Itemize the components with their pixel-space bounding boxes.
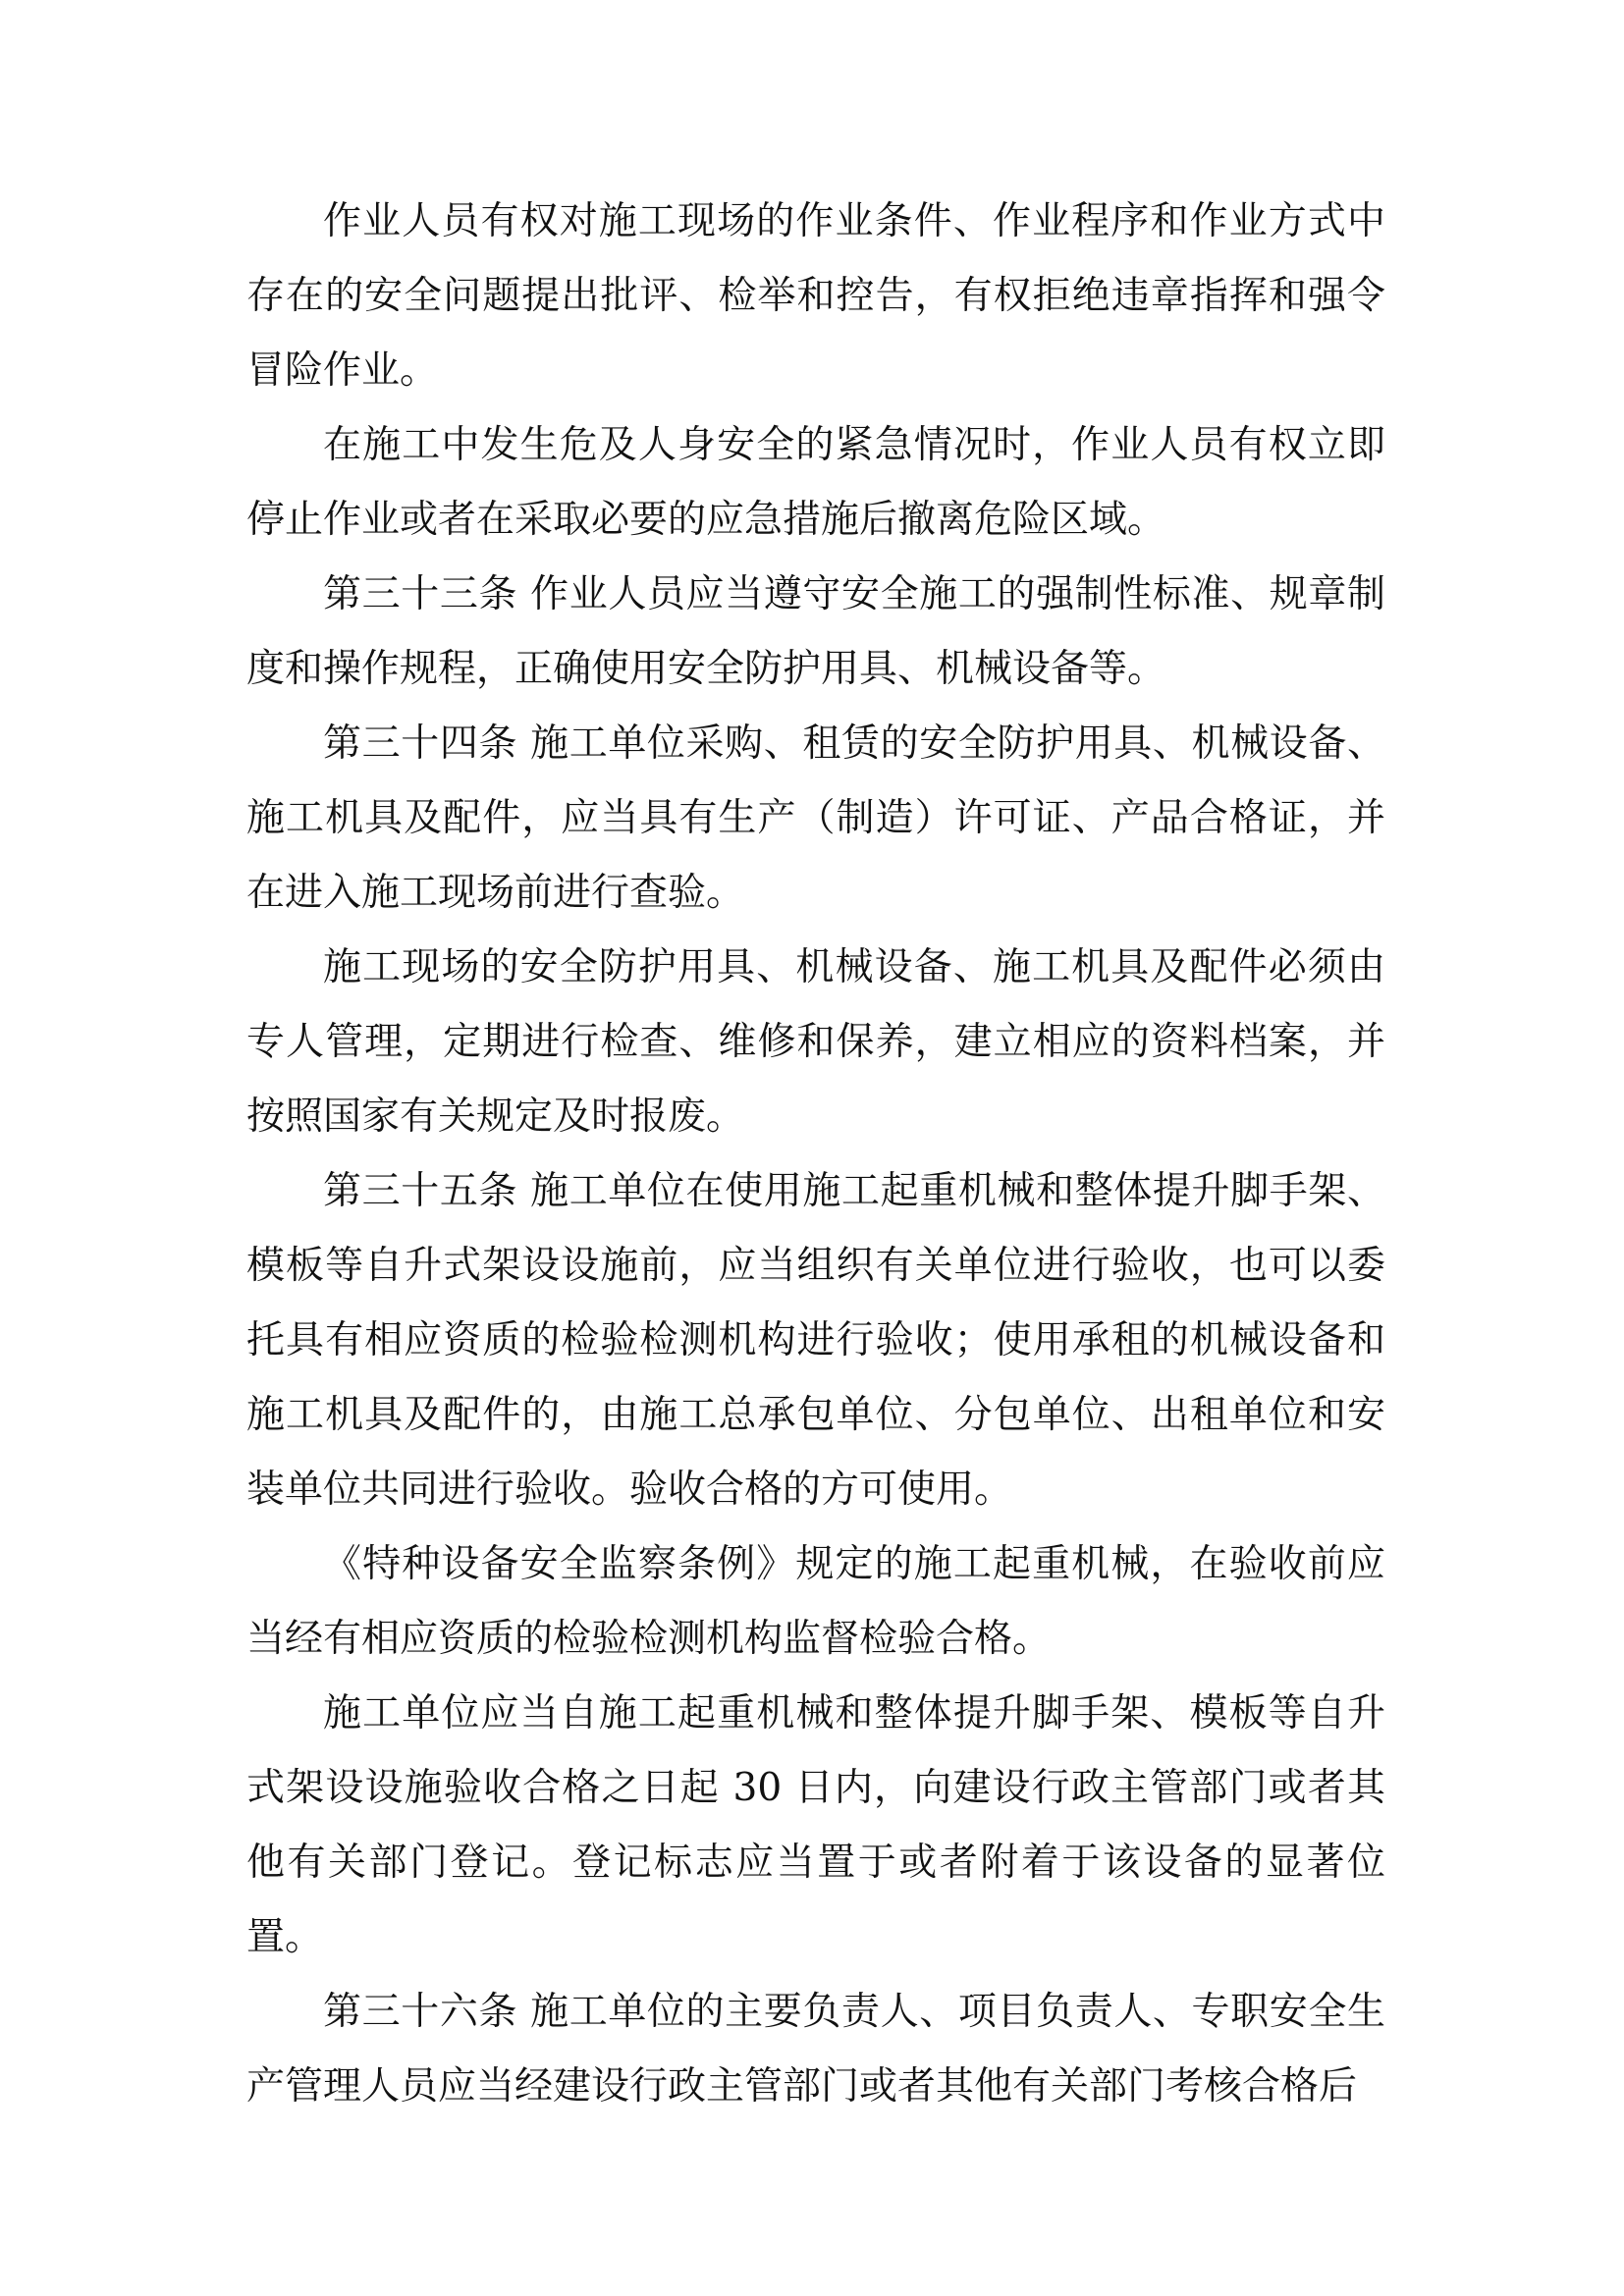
paragraph-article-33: 第三十三条 作业人员应当遵守安全施工的强制性标准、规章制度和操作规程，正确使用安全防护用具、机械设备等。 (246, 572, 1385, 691)
paragraph-equipment-management: 施工现场的安全防护用具、机械设备、施工机具及配件必须由专人管理，定期进行检查、维修和保养，建立相应的资料档案，并按照国家有关规定及时报废。 (246, 945, 1385, 1139)
paragraph-registration: 施工单位应当自施工起重机械和整体提升脚手架、模板等自升式架设设施验收合格之日起 30 日内，向建设行政主管部门或者其他有关部门登记。登记标志应当置于或者附着于该设备的显著位置。 (246, 1691, 1385, 1959)
paragraph-article-36: 第三十六条 施工单位的主要负责人、项目负责人、专职安全生产管理人员应当经建设行政主管部门或者其他有关部门考核合格后 (246, 1990, 1385, 2109)
paragraph-article-34: 第三十四条 施工单位采购、租赁的安全防护用具、机械设备、施工机具及配件，应当具有生产（制造）许可证、产品合格证，并在进入施工现场前进行查验。 (246, 721, 1385, 915)
paragraph-special-equipment-regulation: 《特种设备安全监察条例》规定的施工起重机械，在验收前应当经有相应资质的检验检测机构监督检验合格。 (246, 1542, 1385, 1661)
document-body (246, 185, 1385, 2124)
paragraph-worker-rights: 作业人员有权对施工现场的作业条件、作业程序和作业方式中存在的安全问题提出批评、检举和控告，有权拒绝违章指挥和强令冒险作业。 (246, 199, 1385, 393)
paragraph-emergency-stop: 在施工中发生危及人身安全的紧急情况时，作业人员有权立即停止作业或者在采取必要的应急措施后撤离危险区域。 (246, 423, 1385, 542)
paragraph-article-35: 第三十五条 施工单位在使用施工起重机械和整体提升脚手架、模板等自升式架设设施前，应当组织有关单位进行验收，也可以委托具有相应资质的检验检测机构进行验收；使用承租的机械设备和施工机具及配件的，由施工总承包单位、分包单位、出租单位和安装单位共同进行验收。验收合格的方可使用。 (246, 1169, 1385, 1512)
